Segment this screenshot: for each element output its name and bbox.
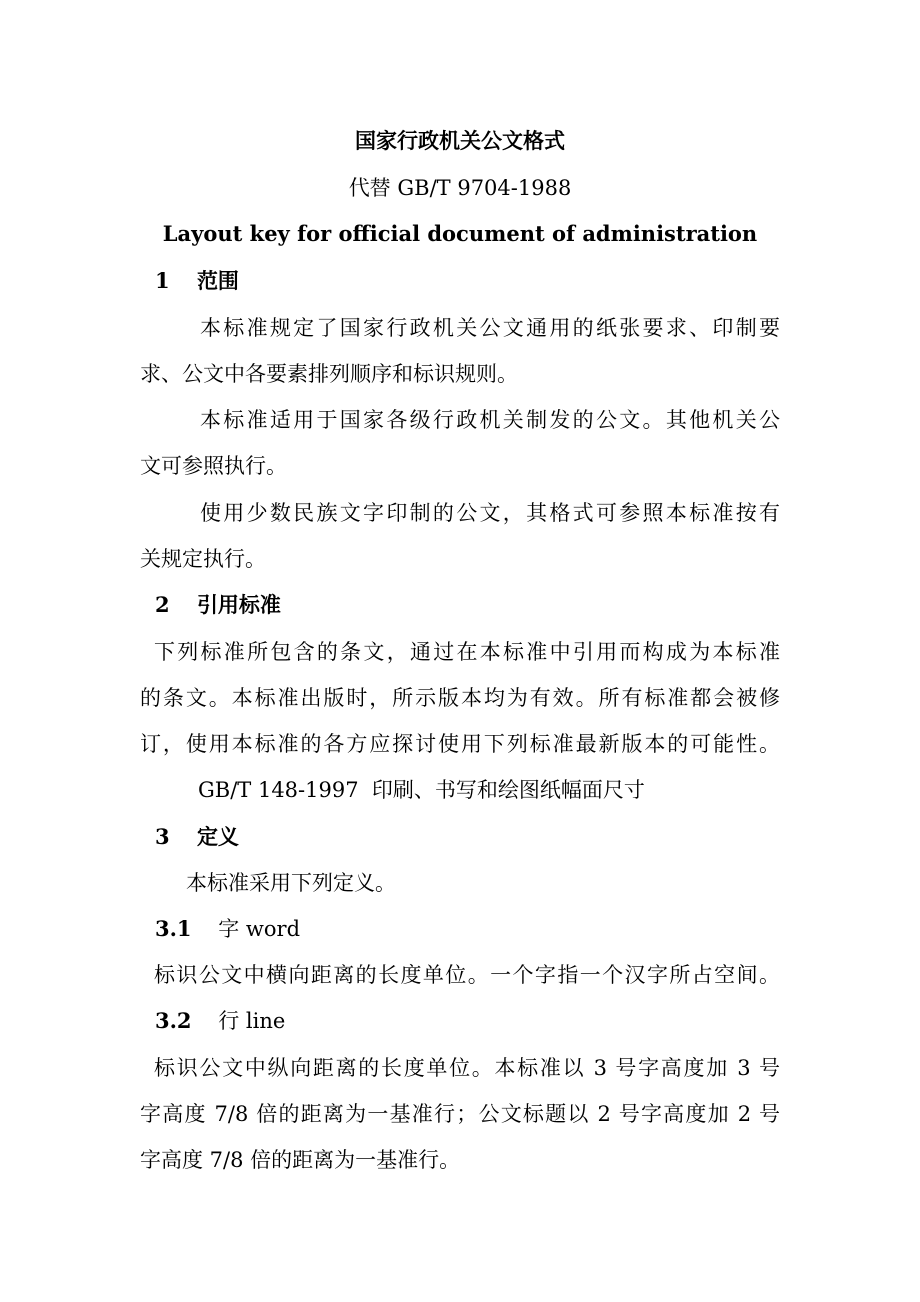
paragraph-line: 字高度 7/8 倍的距离为一基准行；公文标题以 2 号字高度加 2 号	[140, 1102, 780, 1126]
paragraph-line: 关规定执行。	[140, 547, 266, 571]
paragraph-line: 的条文。本标准出版时，所示版本均为有效。所有标准都会被修	[140, 686, 780, 710]
english-title: Layout key for official document of administration	[162, 221, 758, 246]
paragraph-line: 求、公文中各要素排列顺序和标识规则。	[140, 362, 518, 386]
section-title: 行 line	[218, 1009, 286, 1033]
referenced-standard: GB/T 148-1997 印刷、书写和绘图纸幅面尺寸	[198, 778, 645, 802]
section-title: 定义	[196, 824, 239, 849]
section-3-heading	[155, 824, 239, 850]
section-number: 3	[155, 824, 170, 849]
paragraph-line: 标识公文中横向距离的长度单位。一个字指一个汉字所占空间。	[154, 963, 780, 987]
section-2-heading	[155, 592, 281, 618]
section-number: 3.1	[155, 916, 192, 941]
section-3-2-heading	[155, 1008, 285, 1034]
section-title: 引用标准	[196, 592, 281, 617]
paragraph-line: 文可参照执行。	[140, 454, 287, 478]
paragraph-line: 使用少数民族文字印制的公文，其格式可参照本标准按有	[200, 501, 780, 525]
paragraph-line: 本标准适用于国家各级行政机关制发的公文。其他机关公	[200, 408, 780, 432]
section-1-heading	[155, 268, 239, 294]
paragraph-line: 本标准规定了国家行政机关公文通用的纸张要求、印制要	[200, 316, 780, 340]
document-title: 国家行政机关公文格式	[355, 128, 565, 153]
paragraph-line: 本标准采用下列定义。	[186, 871, 396, 895]
paragraph-line: 下列标准所包含的条文，通过在本标准中引用而构成为本标准	[154, 640, 780, 664]
section-number: 2	[155, 592, 170, 617]
section-number: 1	[155, 268, 170, 293]
section-number: 3.2	[155, 1008, 192, 1033]
paragraph-line: 字高度 7/8 倍的距离为一基准行。	[140, 1148, 461, 1172]
section-title: 字 word	[218, 917, 301, 941]
section-3-1-heading	[155, 916, 300, 942]
replaces-standard: 代替 GB/T 9704-1988	[348, 176, 572, 200]
paragraph-line: 订，使用本标准的各方应探讨使用下列标准最新版本的可能性。	[140, 732, 780, 756]
paragraph-line: 标识公文中纵向距离的长度单位。本标准以 3 号字高度加 3 号	[154, 1056, 780, 1080]
section-title: 范围	[196, 268, 239, 293]
